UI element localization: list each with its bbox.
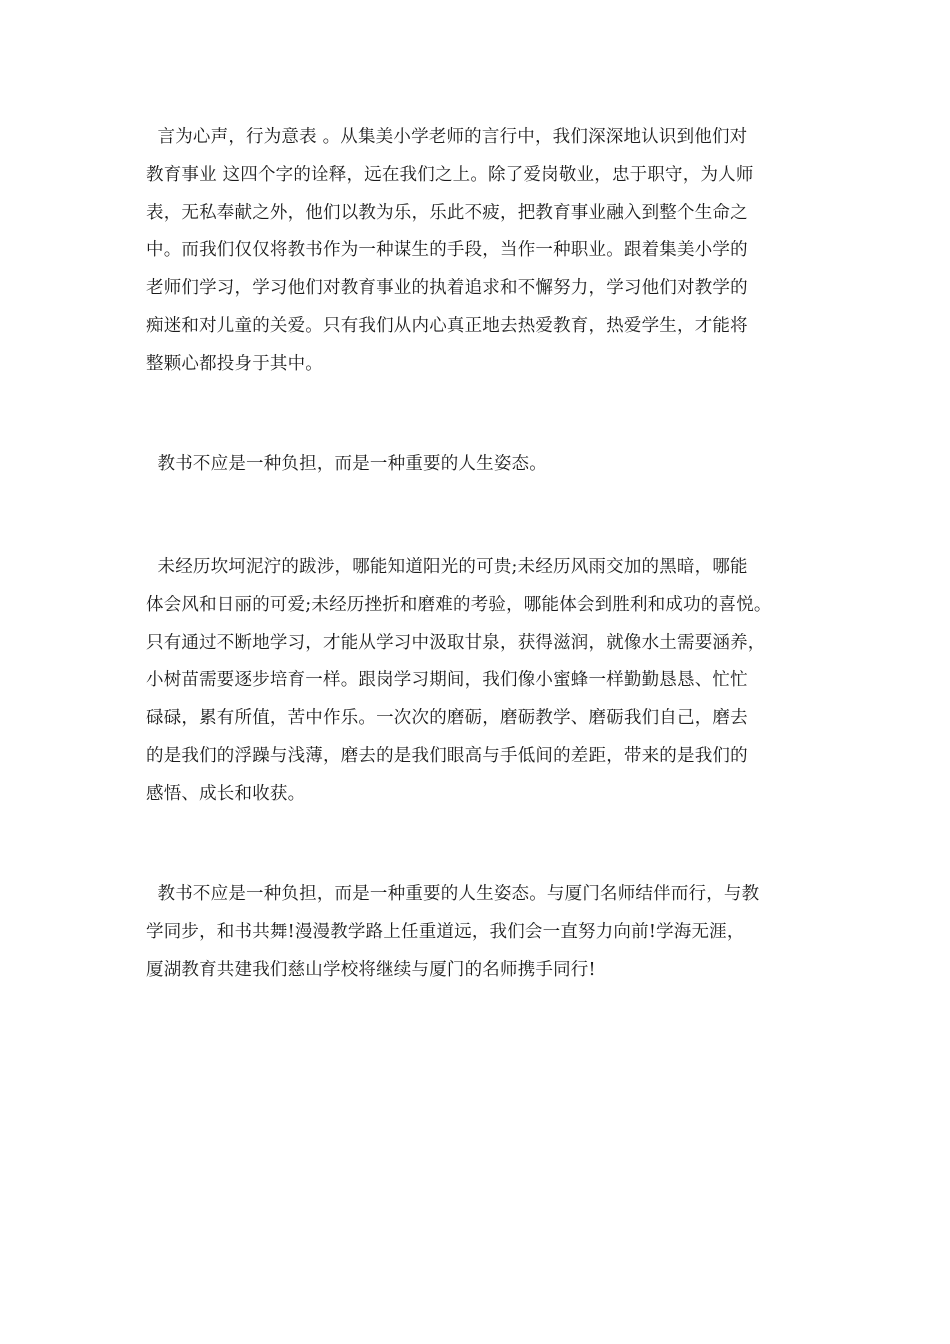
text-line: 教书不应是一种负担，而是一种重要的人生姿态。 bbox=[146, 454, 547, 474]
text-line: 表，无私奉献之外，他们以教为乐，乐此不疲，把教育事业融入到整个生命之 bbox=[146, 202, 748, 223]
text-line: 教书不应是一种负担，而是一种重要的人生姿态。与厦门名师结伴而行，与教 bbox=[146, 884, 760, 904]
text-line: 未经历坎坷泥泞的跋涉，哪能知道阳光的可贵;未经历风雨交加的黑暗，哪能 bbox=[146, 557, 748, 577]
text-line: 痴迷和对儿童的关爱。只有我们从内心真正地去热爱教育，热爱学生，才能将 bbox=[146, 315, 748, 336]
paragraph-1 bbox=[146, 119, 816, 384]
paragraph-3 bbox=[146, 549, 816, 814]
text-line: 小树苗需要逐步培育一样。跟岗学习期间，我们像小蜜蜂一样勤勤恳恳、忙忙 bbox=[146, 670, 748, 691]
text-line: 只有通过不断地学习，才能从学习中汲取甘泉，获得滋润，就像水土需要涵养， bbox=[146, 632, 766, 653]
paragraph-2 bbox=[146, 446, 816, 484]
text-line: 中。而我们仅仅将教书作为一种谋生的手段，当作一种职业。跟着集美小学的 bbox=[146, 240, 748, 261]
text-line: 老师们学习，学习他们对教育事业的执着追求和不懈努力，学习他们对教学的 bbox=[146, 278, 748, 299]
text-line: 厦湖教育共建我们慈山学校将继续与厦门的名师携手同行! bbox=[146, 959, 596, 980]
text-line: 感悟、成长和收获。 bbox=[146, 783, 306, 804]
text-line: 言为心声，行为意表 。从集美小学老师的言行中，我们深深地认识到他们对 bbox=[146, 127, 748, 147]
text-line: 学同步，和书共舞!漫漫教学路上任重道远，我们会一直努力向前!学海无涯， bbox=[146, 921, 745, 942]
text-line: 碌碌，累有所值，苦中作乐。一次次的磨砺，磨砺教学、磨砺我们自己，磨去 bbox=[146, 708, 748, 729]
text-line: 的是我们的浮躁与浅薄，磨去的是我们眼高与手低间的差距，带来的是我们的 bbox=[146, 745, 748, 766]
text-line: 体会风和日丽的可爱;未经历挫折和磨难的考验，哪能体会到胜利和成功的喜悦。 bbox=[146, 594, 772, 615]
text-line: 教育事业 这四个字的诠释，远在我们之上。除了爱岗敬业，忠于职守，为人师 bbox=[146, 164, 754, 185]
text-line: 整颗心都投身于其中。 bbox=[146, 353, 323, 374]
paragraph-4 bbox=[146, 876, 816, 989]
